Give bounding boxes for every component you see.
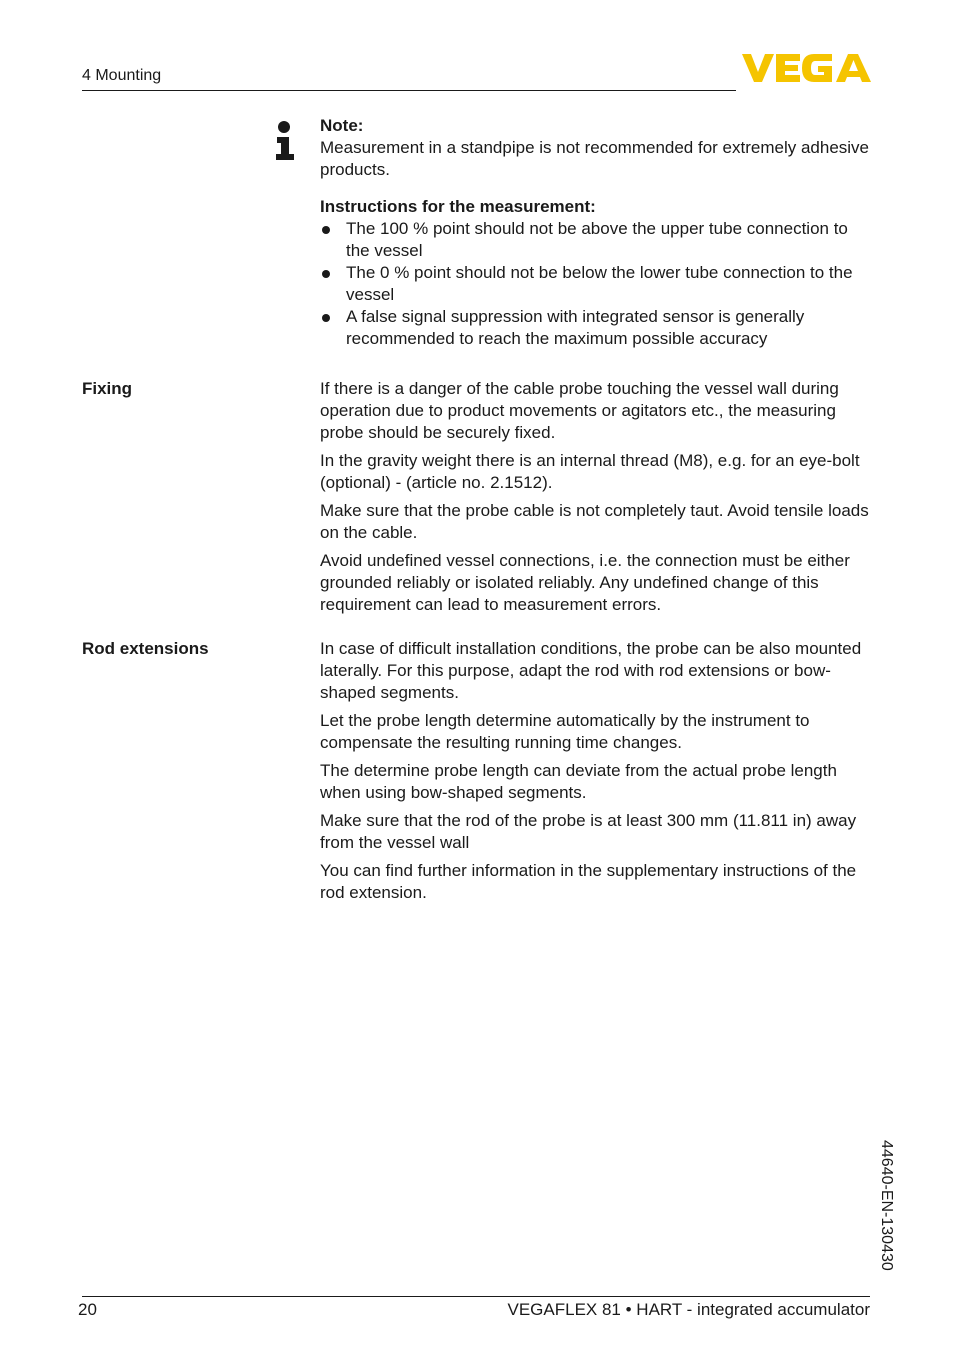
rod-extensions-label: Rod extensions	[82, 639, 209, 658]
bullet-icon	[322, 314, 330, 322]
document-code: 44640-EN-130430	[878, 1140, 895, 1271]
paragraph: Make sure that the rod of the probe is at least 300 mm (11.811 in) away from the vessel wall	[320, 811, 857, 852]
paragraph: If there is a danger of the cable probe touching the vessel wall during operation due to product movements or agitators etc., the measuring probe should be securely fixed.	[320, 379, 839, 442]
fixing-label: Fixing	[82, 379, 133, 398]
paragraph: In case of difficult installation conditions, the probe can be also mounted laterally. For this purpose, adapt the rod with rod extensions or bow-shaped segments.	[320, 639, 862, 702]
vega-logo-mark	[742, 52, 872, 84]
footer-title: VEGAFLEX 81 • HART - integrated accumulator	[507, 1300, 870, 1319]
note-text: Measurement in a standpipe is not recommended for extremely adhesive products.	[320, 138, 870, 179]
paragraph: Avoid undefined vessel connections, i.e. the connection must be either grounded reliably or isolated reliably. Any undefined change of this requirement can lead to measurement errors.	[320, 551, 850, 614]
paragraph: In the gravity weight there is an internal thread (M8), e.g. for an eye-bolt (optional) - (article no. 2.1512).	[320, 451, 860, 492]
note-title: Note:	[320, 116, 364, 135]
paragraph: The determine probe length can deviate from the actual probe length when using bow-shaped segments.	[320, 761, 837, 802]
bullet-icon	[322, 270, 330, 278]
paragraph: You can find further information in the supplementary instructions of the rod extension.	[320, 861, 857, 902]
fixing-section	[320, 378, 872, 622]
footer-divider	[82, 1296, 870, 1297]
list-item: The 100 % point should not be above the upper tube connection to the vessel	[320, 218, 872, 262]
bullet-icon	[322, 226, 330, 234]
vega-logo	[742, 52, 872, 89]
paragraph: Make sure that the probe cable is not completely taut. Avoid tensile loads on the cable.	[320, 501, 869, 542]
header-divider	[82, 90, 736, 91]
list-item: A false signal suppression with integrated sensor is generally recommended to reach the maximum possible accuracy	[320, 306, 872, 350]
paragraph: Let the probe length determine automatically by the instrument to compensate the resulting running time changes.	[320, 711, 810, 752]
note-block	[320, 115, 872, 350]
list-item: The 0 % point should not be below the lower tube connection to the vessel	[320, 262, 872, 306]
instructions-list	[320, 218, 872, 350]
section-heading: 4 Mounting	[82, 67, 162, 84]
page-number: 20	[78, 1300, 97, 1319]
info-icon	[275, 120, 295, 167]
instructions-heading: Instructions for the measurement:	[320, 197, 596, 216]
rod-extensions-section	[320, 638, 872, 910]
